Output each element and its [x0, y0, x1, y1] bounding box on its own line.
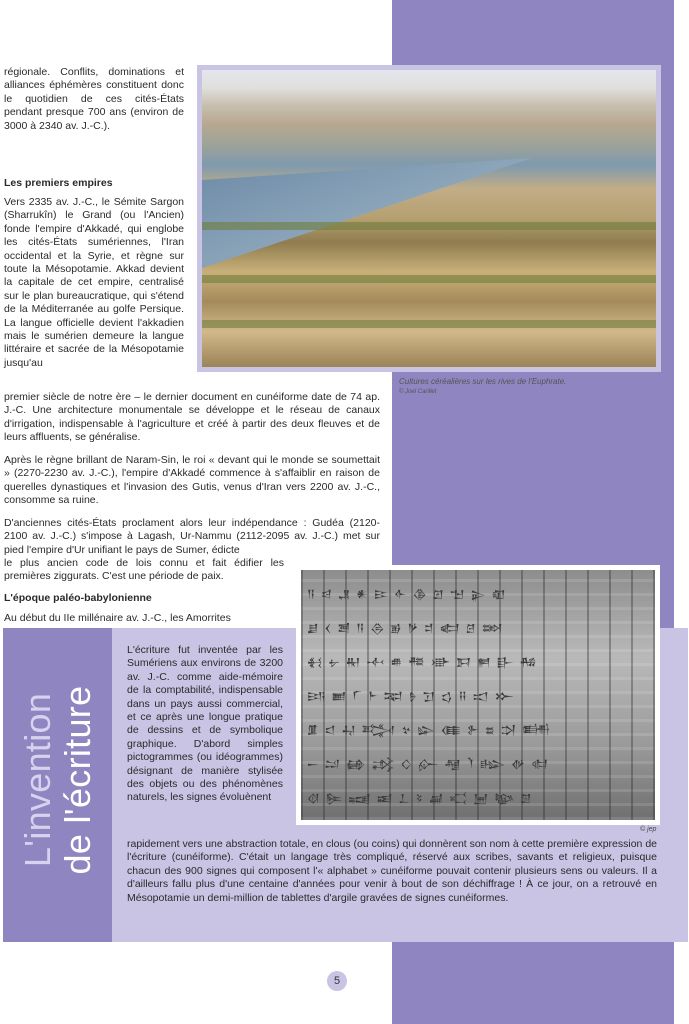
river-shape: [202, 158, 532, 268]
field-strip: [202, 222, 656, 230]
sidebar-title: [18, 630, 98, 930]
sidebar-paragraph-wide: rapidement vers une abstraction totale, en clous (ou coins) qui donnèrent son nom à cette première expression de l'écriture (cunéiforme). C'était un langage très compliqué, réservé aux scribes, savants et religieux, puisque chacun des 900 signes qui composent l'« alphabet » cunéiforme pouvait contenir plusieurs sens ou valeurs. Il a d'ailleurs fallu plus d'une centaine d'années pour venir à bout de son déchiffrage ! À ce jour, on a retrouvé en Mésopotamie un demi-million de tablettes d'argile gravées de signes cunéiformes.: [127, 838, 657, 904]
cuneiform-signs: 𒈬𒉡𒊑𒋾𒌑𒍣𒀝𒁕𒂍𒃲𒄀: [307, 656, 543, 669]
euphrates-fields-photo: [202, 70, 656, 367]
euphrates-photo-frame: [197, 65, 661, 372]
intro-paragraph: régionale. Conflits, dominations et alliances éphémères constituent donc le quotidien de ces cités-États pendant presque 700 ans (environ de 3000 à 2340 av. J.-C.).: [4, 66, 184, 132]
heading-premiers-empires: Les premiers empires: [4, 177, 113, 189]
cuneiform-signs: 𒅀𒆤𒇲𒈨𒉈𒊩𒋛𒌓𒍝𒀊𒁍: [307, 690, 520, 703]
empires-paragraph-wide: premier siècle de notre ère – le dernier document en cunéiforme date de 74 ap. J.-C. Une architecture monumentale se développe et le réseau de canaux d'irrigation, indispensable à l'agriculture et créé à partir des deux fleuves et de leurs affluents, se généralise.: [4, 391, 380, 444]
cuneiform-signs: 𒂠𒃰𒄷𒅋𒆳𒇽𒈪𒉿𒊺𒋫𒌦: [307, 724, 556, 737]
paleo-paragraph: Au début du IIe millénaire av. J.-C., les Amorrites: [4, 612, 231, 624]
cuneiform-signs: 𒋼𒌉𒍢𒀜𒁇𒂟𒃷𒄣𒅁𒆧𒇇: [307, 792, 538, 805]
page-number-badge: 5: [327, 971, 347, 991]
photo-caption: Cultures céréalières sur les rives de l'Euphrate.: [399, 377, 567, 386]
sidebar-paragraph-narrow: L'écriture fut inventée par les Sumériens aux environs de 3200 av. J.-C. comme aide-mémoire de la comptabilité, indispensable dans un pays aussi commercial, et ce après une longue pratique de dessins et de symbolique graphique. D'abord simples pictogrammes (ou idéogrammes) désignant de manière stylisée des objets ou des phénomènes naturels, les signes évoluènent: [127, 644, 283, 804]
heading-epoque-paleo-babylonienne: L'époque paléo-babylonienne: [4, 592, 152, 604]
independence-paragraph-narrow: le plus ancien code de lois connu et fait édifier les premières ziggurats. C'est une période de paix.: [4, 557, 284, 583]
field-strip: [202, 275, 656, 283]
cuneiform-tablet-photo: [301, 570, 655, 820]
photo-caption-block: [399, 377, 659, 397]
purple-footer-band: [392, 942, 674, 1024]
cuneiform-signs: 𒀀𒁀𒂗𒀭𒄿𒅆𒆠𒇻𒈠𒉌𒊏: [307, 588, 512, 601]
independence-paragraph-wide: D'anciennes cités-États proclament alors leur indépendance : Gudéa (2120-2100 av. J.-C.) s'impose à Lagash, Ur-Nammu (2112-2095 av. J.-C.) met sur pied l'empire d'Ur unifiant le pays de Sumer, édicte: [4, 517, 380, 556]
field-strip: [202, 320, 656, 328]
sidebar-title-line1: L'invention: [17, 692, 58, 868]
empires-paragraph-narrow: Vers 2335 av. J.-C., le Sémite Sargon (Sharrukîn) le Grand (ou l'Ancien) fonde l'empire d'Akkadé, qui englobe les cités-États sumériennes, l'Iran occidental et la Syrie, et règne sur toute la Mésopotamie. Akkad devient la capitale de cet empire, centralisé sur le plan bureaucratique, qui s'étend de la Méditerranée au golfe Persique. La langue officielle devient l'akkadien mais le sumérien demeure la langue littéraire et sacrée de la Mésopotamie jusqu'au: [4, 196, 184, 369]
tablet-credit: © jep: [640, 826, 657, 833]
cuneiform-signs: 𒀸𒁺𒂵𒃶𒄭𒅎𒆷𒇺𒈗𒉻𒊕: [307, 758, 555, 771]
naram-sin-paragraph: Après le règne brillant de Naram-Sin, le roi « devant qui le monde se soumettait » (2270-2230 av. J.-C.), l'empire d'Akkadé commence à s'affaiblir en raison de querelles dynastiques et l'invasion des Gutis, venus d'Iran vers 2200 av. J.-C., consomme sa ruine.: [4, 454, 380, 507]
cuneiform-tablet-frame: [296, 565, 660, 825]
cuneiform-signs: 𒋗𒌋𒍪𒀀𒁲𒂊𒃻𒄑𒅗𒆪𒇷: [307, 622, 509, 635]
photo-credit: © Joel Carillet: [399, 389, 437, 395]
sidebar-title-line2: de l'écriture: [57, 685, 98, 875]
